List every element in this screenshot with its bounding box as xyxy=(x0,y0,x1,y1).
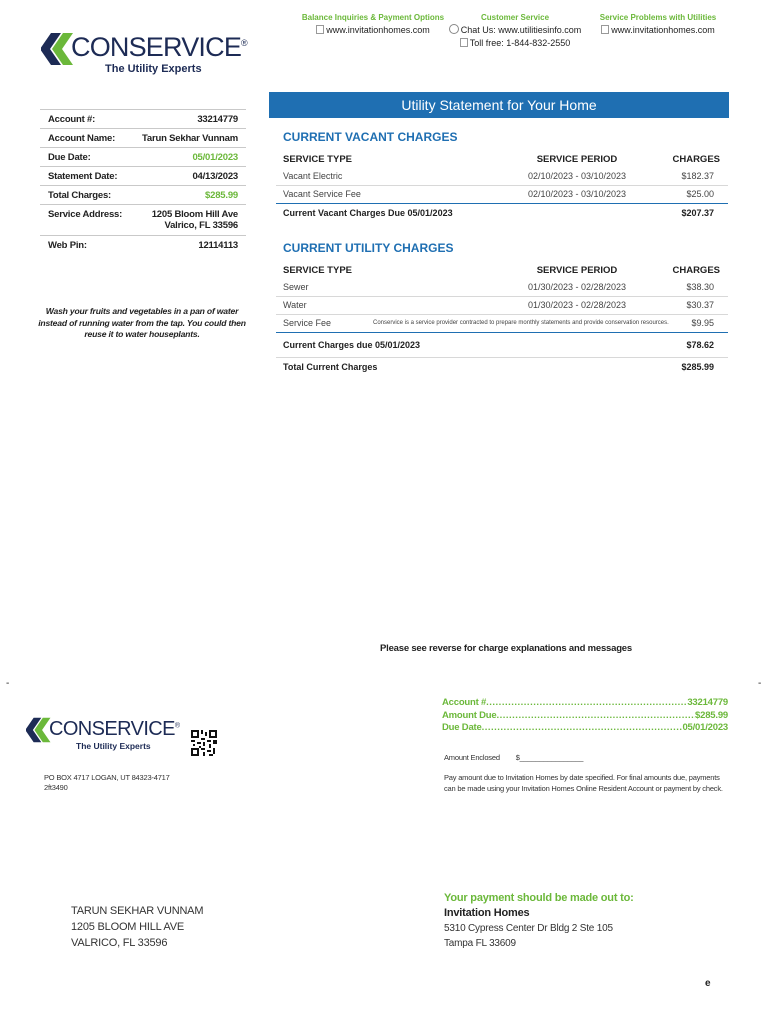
account-name-row xyxy=(40,129,246,148)
brand-tagline: The Utility Experts xyxy=(105,63,202,75)
mail-code: 2ft3490 xyxy=(44,783,68,792)
stub-account-row xyxy=(442,697,728,710)
service-problems-link[interactable]: www.invitationhomes.com xyxy=(611,25,715,35)
utility-charges-table xyxy=(276,263,728,377)
balance-inquiries xyxy=(300,11,446,37)
statement-date-value: 04/13/2023 xyxy=(192,171,238,182)
registered-mark: ® xyxy=(174,722,180,730)
reverse-note: Please see reverse for charge explanations and messages xyxy=(380,643,632,654)
payee-street: 5310 Cypress Center Dr Bldg 2 Ste 105 xyxy=(444,923,613,934)
recipient-address xyxy=(71,903,203,951)
utility-charges-title: CURRENT UTILITY CHARGES xyxy=(283,241,454,255)
payee-title: Your payment should be made out to: xyxy=(444,892,634,904)
stub-due-label: Due Date xyxy=(442,722,482,733)
account-number-label: Account #: xyxy=(48,114,96,125)
cut-mark-left: - xyxy=(6,678,10,689)
leader-dots xyxy=(482,722,683,735)
return-address xyxy=(44,773,170,793)
customer-service xyxy=(448,11,582,50)
table-row xyxy=(276,315,728,332)
web-pin-row xyxy=(40,236,246,254)
utility-total-value: $78.62 xyxy=(686,340,714,350)
service-address-label: Service Address: xyxy=(48,209,123,220)
recipient-street: 1205 BLOOM HILL AVE xyxy=(71,921,184,933)
grand-total-row xyxy=(276,357,728,377)
stub-account-value: 33214779 xyxy=(687,697,728,708)
stub-due-value: 05/01/2023 xyxy=(682,722,728,733)
service-period: 02/10/2023 - 03/10/2023 xyxy=(527,171,627,181)
service-type: Vacant Electric xyxy=(283,171,343,181)
cut-mark-right: - xyxy=(758,678,762,689)
col-service-period: SERVICE PERIOD xyxy=(536,265,618,276)
col-service-type: SERVICE TYPE xyxy=(283,265,352,276)
statement-date-label: Statement Date: xyxy=(48,171,118,182)
statement-banner: Utility Statement for Your Home xyxy=(269,92,729,118)
table-row xyxy=(276,168,728,186)
po-box: PO BOX 4717 LOGAN, UT 84323-4717 xyxy=(44,773,170,782)
grand-total-value: $285.99 xyxy=(681,362,714,372)
payee-block xyxy=(444,891,634,951)
vacant-total-value: $207.37 xyxy=(681,208,714,218)
service-fee-note: Conservice is a service provider contracted to prepare monthly statements and provide conservation resources. xyxy=(373,320,669,326)
col-charges: CHARGES xyxy=(672,154,720,165)
phone-icon xyxy=(460,38,468,47)
total-charges-value: $285.99 xyxy=(205,190,238,201)
brand-tagline: The Utility Experts xyxy=(76,741,151,751)
due-date-label: Due Date: xyxy=(48,152,91,163)
vacant-charges-title: CURRENT VACANT CHARGES xyxy=(283,130,458,144)
conservice-chevron-icon xyxy=(41,32,75,66)
total-charges-row xyxy=(40,186,246,205)
qr-code xyxy=(191,730,217,756)
service-address-line1: 1205 Bloom Hill Ave xyxy=(151,209,238,220)
recipient-name: TARUN SEKHAR VUNNAM xyxy=(71,905,204,917)
web-icon xyxy=(601,25,609,34)
service-type: Sewer xyxy=(283,282,309,292)
due-date-value: 05/01/2023 xyxy=(192,152,238,163)
vacant-total-row xyxy=(276,203,728,223)
table-row xyxy=(276,279,728,297)
service-period: 01/30/2023 - 02/28/2023 xyxy=(527,282,627,292)
table-header xyxy=(276,263,728,279)
charge-amount: $30.37 xyxy=(686,300,714,310)
conservice-logo-stub xyxy=(26,717,186,757)
page-mark: e xyxy=(705,978,711,989)
service-type: Vacant Service Fee xyxy=(283,189,361,199)
utility-total-row xyxy=(276,332,728,357)
charge-amount: $38.30 xyxy=(686,282,714,292)
stub-due-row xyxy=(442,722,728,735)
registered-mark: ® xyxy=(241,38,247,48)
balance-title: Balance Inquiries & Payment Options xyxy=(301,13,445,22)
col-service-type: SERVICE TYPE xyxy=(283,154,352,165)
service-type: Service Fee xyxy=(283,318,332,328)
chat-link[interactable]: Chat Us: www.utilitiesinfo.com xyxy=(460,25,582,35)
payee-name: Invitation Homes xyxy=(444,907,530,919)
service-period: 01/30/2023 - 02/28/2023 xyxy=(527,300,627,310)
vacant-charges-table xyxy=(276,152,728,223)
table-row xyxy=(276,297,728,315)
service-period: 02/10/2023 - 03/10/2023 xyxy=(527,189,627,199)
conservation-tip: Wash your fruits and vegetables in a pan of water instead of running water from the tap. You could then reuse it to water houseplants. xyxy=(38,306,246,339)
amount-enclosed-label: Amount Enclosed xyxy=(444,753,500,762)
account-number-value: 33214779 xyxy=(197,114,238,125)
account-name-value: Tarun Sekhar Vunnam xyxy=(142,133,238,144)
stub-amount-row xyxy=(442,710,728,723)
amount-enclosed-field[interactable]: $________________ xyxy=(515,753,584,762)
stub-amount-label: Amount Due xyxy=(442,709,497,721)
utility-total-label: Current Charges due 05/01/2023 xyxy=(283,340,421,350)
charge-amount: $9.95 xyxy=(691,318,714,328)
account-number-row xyxy=(40,109,246,129)
recipient-city: VALRICO, FL 33596 xyxy=(71,937,168,949)
charge-amount: $182.37 xyxy=(681,171,714,181)
grand-total-label: Total Current Charges xyxy=(283,362,378,372)
service-address-row xyxy=(40,205,246,236)
conservice-logo xyxy=(41,32,251,80)
col-charges: CHARGES xyxy=(672,265,720,276)
vacant-total-label: Current Vacant Charges Due 05/01/2023 xyxy=(283,208,453,218)
service-type: Water xyxy=(283,300,307,310)
due-date-row xyxy=(40,148,246,167)
account-summary xyxy=(40,109,246,254)
payee-city: Tampa FL 33609 xyxy=(444,938,516,949)
chat-icon xyxy=(449,24,459,34)
col-service-period: SERVICE PERIOD xyxy=(536,154,618,165)
charge-amount: $25.00 xyxy=(686,189,714,199)
customer-service-title: Customer Service xyxy=(480,13,550,22)
service-address-line2: Valrico, FL 33596 xyxy=(164,220,238,231)
stub-account-label: Account # xyxy=(442,697,487,708)
stub-amount-value: $285.99 xyxy=(695,709,728,721)
account-name-label: Account Name: xyxy=(48,133,116,144)
web-pin-value: 12114113 xyxy=(198,240,238,251)
leader-dots xyxy=(486,697,687,710)
leader-dots xyxy=(496,710,695,723)
service-problems xyxy=(594,11,722,37)
web-icon xyxy=(316,25,324,34)
web-pin-label: Web Pin: xyxy=(48,240,87,251)
table-row xyxy=(276,186,728,203)
toll-free-phone[interactable]: Toll free: 1-844-832-2550 xyxy=(469,38,571,48)
brand-name: CONSERVICE xyxy=(49,718,175,740)
stub-summary xyxy=(442,697,728,735)
payment-instructions: Pay amount due to Invitation Homes by date specified. For final amounts due, payments can be made using your Invitation Homes Online Resident Account or payment by check. xyxy=(444,773,723,793)
balance-link[interactable]: www.invitationhomes.com xyxy=(326,25,430,35)
total-charges-label: Total Charges: xyxy=(48,190,112,201)
table-header xyxy=(276,152,728,168)
brand-name: CONSERVICE xyxy=(71,32,242,62)
service-problems-title: Service Problems with Utilities xyxy=(599,13,717,22)
statement-date-row xyxy=(40,167,246,186)
amount-enclosed xyxy=(444,753,583,762)
